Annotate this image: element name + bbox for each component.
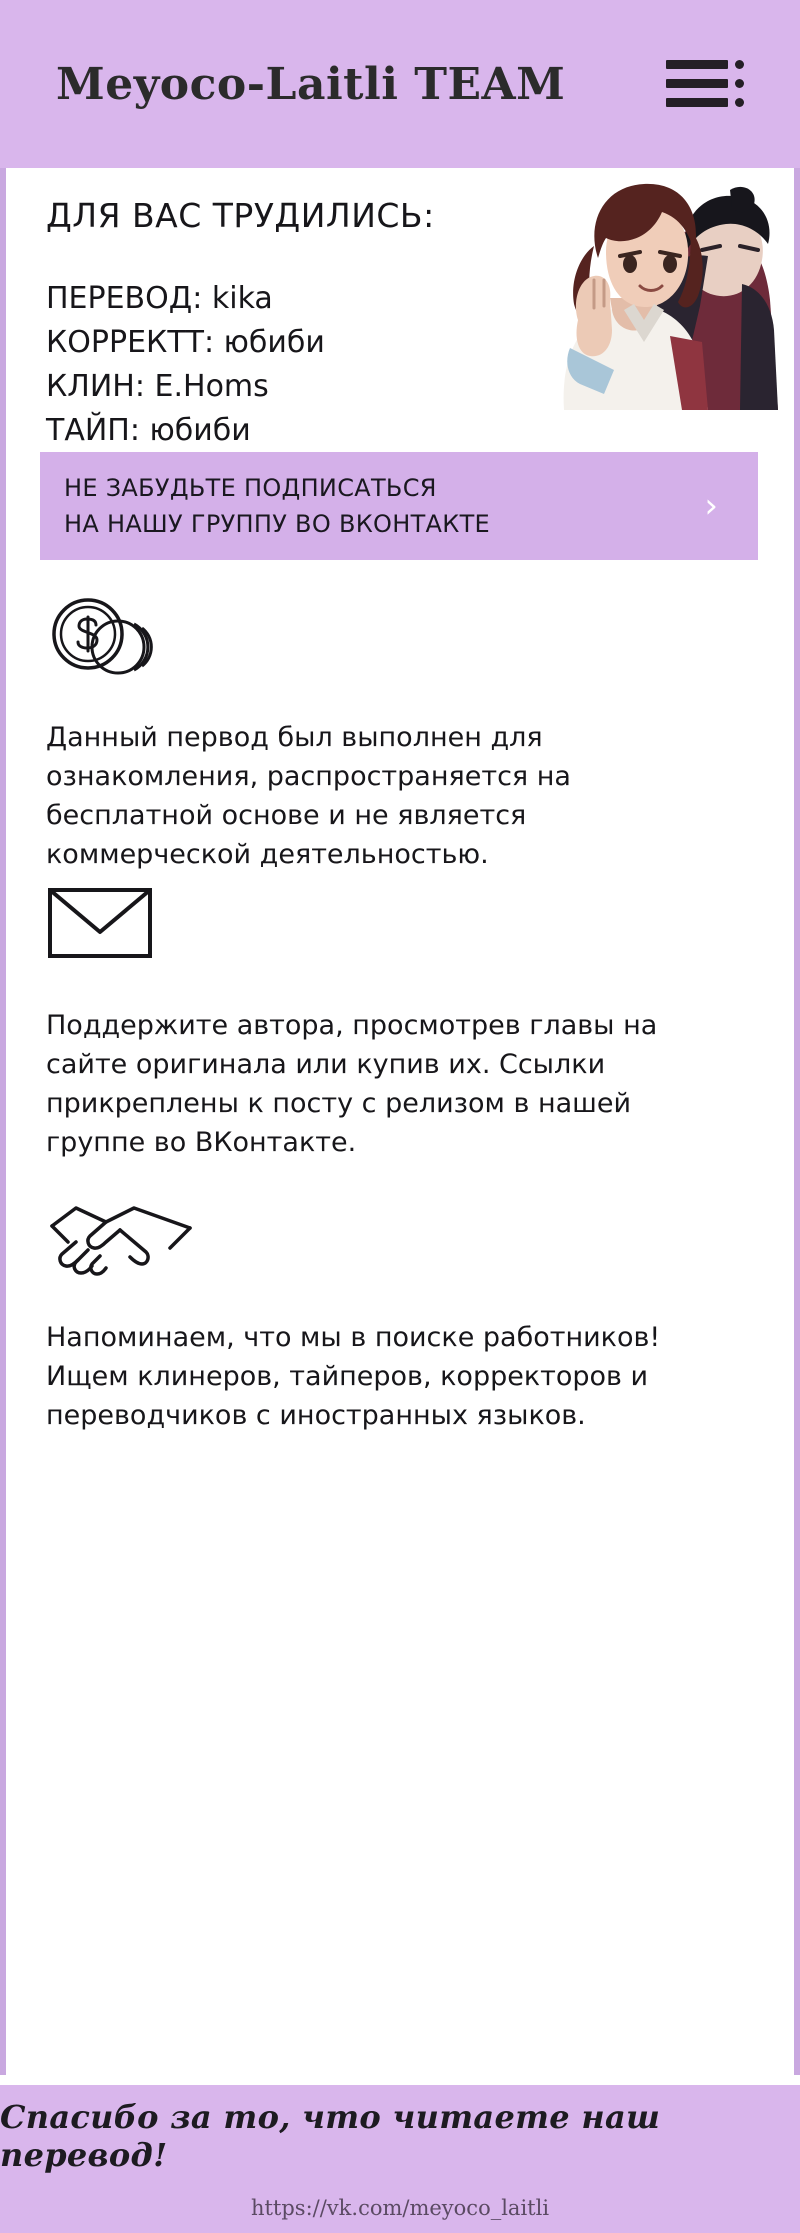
hamburger-menu-icon[interactable]: [666, 56, 746, 112]
team-brand-title: Meyoco-Laitli TEAM: [56, 58, 566, 110]
menu-dot-1: [735, 60, 744, 69]
credits-title: ДЛЯ ВАС ТРУДИЛИСЬ:: [46, 196, 435, 235]
footer-spacer: [0, 2075, 800, 2085]
info-block-support-author: [46, 880, 726, 1162]
menu-bar-1: [666, 60, 728, 69]
credit-row-typesetter: [46, 409, 466, 453]
subscribe-banner-text: [64, 470, 490, 542]
info-block-noncommercial-text: Данный первод был выполнен для ознакомления, распространяется на бесплатной основе и не является коммерческой деятельностью.: [46, 722, 571, 870]
info-block-support-author-text: Поддержите автора, просмотрев главы на сайте оригинала или купив их. Ссылки прикреплены к посту с релизом в нашей группе во ВКонтакте.: [46, 1010, 658, 1158]
credit-role-typesetter: ТАЙП:: [46, 413, 140, 448]
credit-row-translator: [46, 277, 466, 321]
menu-dot-3: [735, 98, 744, 107]
handshake-icon: [46, 1192, 726, 1292]
credit-role-proofreader: КОРРЕКТТ:: [46, 325, 215, 360]
footer-vk-link[interactable]: https://vk.com/meyoco_laitli: [250, 2196, 550, 2220]
credits-section: [46, 196, 466, 453]
envelope-icon: [46, 880, 726, 980]
subscribe-banner[interactable]: [40, 452, 758, 560]
chevron-right-icon[interactable]: ›: [704, 486, 718, 526]
credit-row-cleaner: [46, 365, 466, 409]
subscribe-banner-line1: НЕ ЗАБУДЬТЕ ПОДПИСАТЬСЯ: [64, 474, 437, 502]
credit-role-cleaner: КЛИН:: [46, 369, 145, 404]
info-block-hiring-text: Напоминаем, что мы в поиске работников! Ищем клинеров, тайперов, корректоров и переводчиков с иностранных языков.: [46, 1322, 661, 1431]
credit-name-cleaner: E.Homs: [154, 369, 269, 404]
subscribe-banner-line2: НА НАШУ ГРУППУ ВО ВКОНТАКТЕ: [64, 510, 491, 538]
coins-icon: [46, 592, 726, 692]
menu-dot-2: [735, 79, 744, 88]
credit-role-translator: ПЕРЕВОД:: [46, 281, 203, 316]
page-footer: [0, 2085, 800, 2233]
info-block-noncommercial: [46, 592, 726, 874]
credit-name-typesetter: юбиби: [149, 413, 251, 448]
character-artwork: [494, 160, 784, 410]
footer-thanks-text: Спасибо за то, что читаете наш перевод!: [0, 2098, 661, 2174]
menu-bar-2: [666, 79, 728, 88]
credit-name-proofreader: юбиби: [223, 325, 325, 360]
info-block-hiring: [46, 1192, 726, 1435]
credit-row-proofreader: [46, 321, 466, 365]
credit-name-translator: kika: [211, 281, 273, 316]
page-header: [0, 0, 800, 168]
menu-bar-3: [666, 98, 728, 107]
